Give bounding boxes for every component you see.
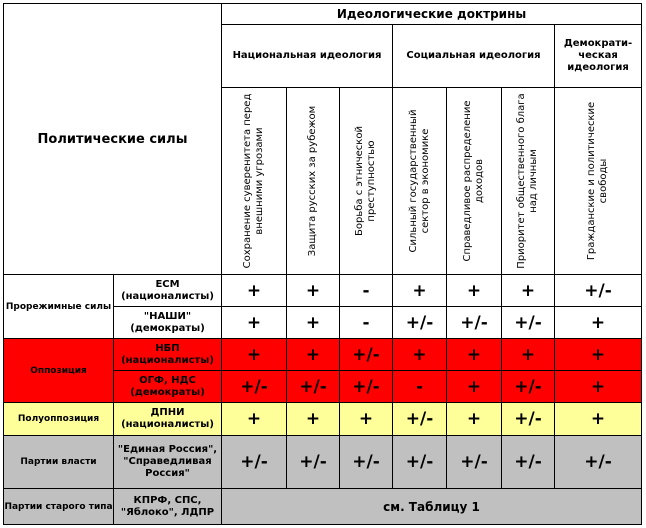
cell-value: + <box>502 275 555 307</box>
table-row <box>4 403 642 436</box>
cell-value: +/- <box>393 436 447 489</box>
cell-value: +/- <box>393 307 447 339</box>
cell-value: + <box>340 403 393 436</box>
column-header-ethnic-crime: Борьба с этнической преступностью <box>340 88 393 275</box>
cell-value: - <box>340 275 393 307</box>
party-name: "Единая Россия", "Справедливая Россия" <box>114 436 222 489</box>
column-header-state-sector: Сильный государственный сектор в экономике <box>393 88 447 275</box>
column-header-sovereignty: Сохранение суверенитета перед внешними угрозами <box>222 88 287 275</box>
cell-value: + <box>447 371 502 403</box>
cell-value: + <box>287 275 340 307</box>
cell-value: +/- <box>447 307 502 339</box>
column-header-civil-freedoms: Гражданские и политические свободы <box>555 88 642 275</box>
cell-value: +/- <box>555 275 642 307</box>
see-table-note: см. Таблицу 1 <box>222 489 642 525</box>
cell-value: +/- <box>555 436 642 489</box>
ideological-doctrines-header: Идеологические доктрины <box>222 4 642 25</box>
cell-value: +/- <box>287 436 340 489</box>
cell-value: +/- <box>447 436 502 489</box>
cell-value: + <box>447 403 502 436</box>
party-name: КПРФ, СПС, "Яблоко", ЛДПР <box>114 489 222 525</box>
cell-value: +/- <box>340 339 393 371</box>
cell-value: + <box>222 403 287 436</box>
table-row <box>4 339 642 371</box>
cell-value: + <box>555 403 642 436</box>
cell-value: + <box>393 275 447 307</box>
cell-value: - <box>393 371 447 403</box>
column-header-protect-russians: Защита русских за рубежом <box>287 88 340 275</box>
cell-value: + <box>555 339 642 371</box>
party-name: НБП (националисты) <box>114 339 222 371</box>
party-name: ОГФ, НДС (демократы) <box>114 371 222 403</box>
cell-value: +/- <box>502 436 555 489</box>
column-header-fair-distribution: Справедливое распределение доходов <box>447 88 502 275</box>
column-header-public-good: Приоритет общественного блага над личным <box>502 88 555 275</box>
cell-value: + <box>393 339 447 371</box>
group-label-old-type-parties: Партии старого типа <box>4 489 114 525</box>
political-forces-header: Политические силы <box>4 4 222 275</box>
ideology-table <box>3 3 642 525</box>
cell-value: +/- <box>222 371 287 403</box>
cell-value: + <box>222 307 287 339</box>
table-row <box>4 275 642 307</box>
group-label-parties-of-power: Партии власти <box>4 436 114 489</box>
cell-value: + <box>502 339 555 371</box>
cell-value: +/- <box>222 436 287 489</box>
cell-value: +/- <box>393 403 447 436</box>
group-label-semi-opposition: Полуоппозиция <box>4 403 114 436</box>
cell-value: +/- <box>502 307 555 339</box>
cell-value: +/- <box>502 371 555 403</box>
cell-value: +/- <box>502 403 555 436</box>
party-name: ДПНИ (националисты) <box>114 403 222 436</box>
cell-value: + <box>287 403 340 436</box>
cell-value: +/- <box>340 436 393 489</box>
group-label-opposition: Оппозиция <box>4 339 114 403</box>
table-row <box>4 489 642 525</box>
cell-value: + <box>287 339 340 371</box>
national-ideology-header: Национальная идеология <box>222 25 393 88</box>
cell-value: + <box>222 339 287 371</box>
party-name: ЕСМ (националисты) <box>114 275 222 307</box>
cell-value: - <box>340 307 393 339</box>
cell-value: + <box>555 307 642 339</box>
party-name: "НАШИ" (демократы) <box>114 307 222 339</box>
cell-value: + <box>447 339 502 371</box>
cell-value: + <box>287 307 340 339</box>
social-ideology-header: Социальная идеология <box>393 25 555 88</box>
democratic-ideology-header: Демократи-ческая идеология <box>555 25 642 88</box>
cell-value: + <box>222 275 287 307</box>
group-label-pro-regime: Прорежимные силы <box>4 275 114 339</box>
table-row <box>4 436 642 489</box>
cell-value: + <box>555 371 642 403</box>
cell-value: +/- <box>340 371 393 403</box>
cell-value: + <box>447 275 502 307</box>
cell-value: +/- <box>287 371 340 403</box>
